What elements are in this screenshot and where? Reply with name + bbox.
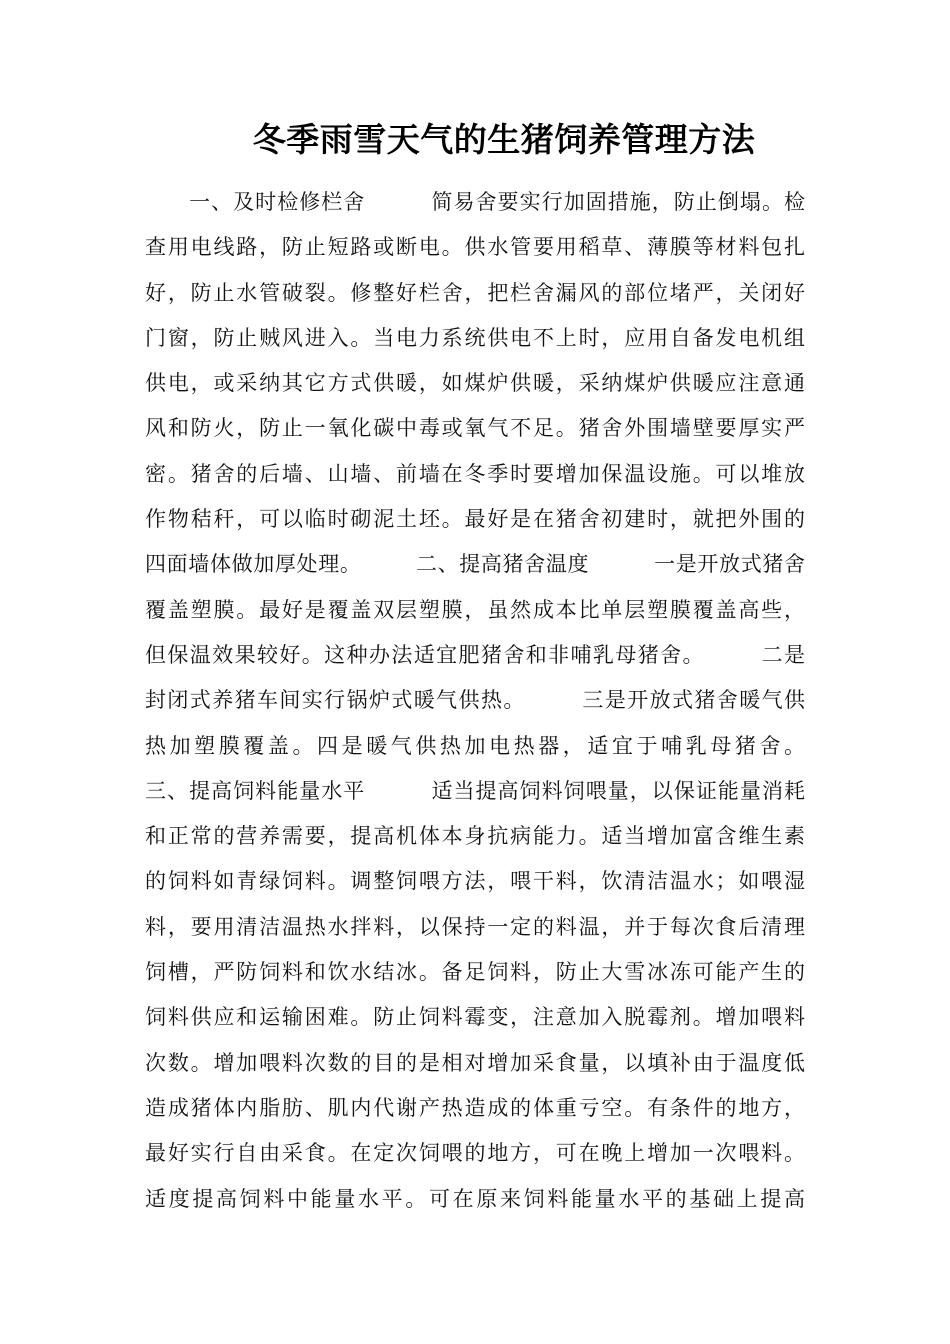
text-line: 的饲料如青绿饲料。调整饲喂方法，喂干料，饮清洁温水；如喂湿 [145, 869, 805, 894]
text-line: 查用电线路，防止短路或断电。供水管要用稻草、薄膜等材料包扎 [145, 235, 805, 260]
text-line: 热加塑膜覆盖。四是暖气供热加电热器，适宜于哺乳母猪舍。 [145, 733, 805, 758]
text-line: 饲料供应和运输困难。防止饲料霉变，注意加入脱霉剂。增加喂料 [145, 1005, 805, 1030]
text-line: 门窗，防止贼风进入。当电力系统供电不上时，应用自备发电机组 [145, 325, 805, 350]
text-line: 四面墙体做加厚处理。 二、提高猪舍温度 一是开放式猪舍 [145, 552, 805, 577]
text-line: 适度提高饲料中能量水平。可在原来饲料能量水平的基础上提高 [145, 1186, 805, 1211]
text-line: 最好实行自由采食。在定次饲喂的地方，可在晚上增加一次喂料。 [145, 1141, 805, 1166]
text-line: 但保温效果较好。这种办法适宜肥猪舍和非哺乳母猪舍。 二是 [145, 642, 805, 667]
text-line: 风和防火，防止一氧化碳中毒或氧气不足。猪舍外围墙壁要厚实严 [145, 416, 805, 441]
text-line: 料，要用清洁温热水拌料，以保持一定的料温，并于每次食后清理 [145, 914, 805, 939]
text-line: 封闭式养猪车间实行锅炉式暖气供热。 三是开放式猪舍暖气供 [145, 688, 805, 713]
text-line: 密。猪舍的后墙、山墙、前墙在冬季时要增加保温设施。可以堆放 [145, 461, 805, 486]
text-line: 次数。增加喂料次数的目的是相对增加采食量，以填补由于温度低 [145, 1050, 805, 1075]
text-line: 好，防止水管破裂。修整好栏舍，把栏舍漏风的部位堵严，关闭好 [145, 280, 805, 305]
text-line: 三、提高饲料能量水平 适当提高饲料饲喂量，以保证能量消耗 [145, 778, 805, 803]
text-line: 和正常的营养需要，提高机体本身抗病能力。适当增加富含维生素 [145, 824, 805, 849]
text-line: 覆盖塑膜。最好是覆盖双层塑膜，虽然成本比单层塑膜覆盖高些， [145, 597, 805, 622]
text-line: 作物秸秆，可以临时砌泥土坯。最好是在猪舍初建时，就把外围的 [145, 507, 805, 532]
text-line: 饲槽，严防饲料和饮水结冰。备足饲料，防止大雪冰冻可能产生的 [145, 960, 805, 985]
document-body [145, 180, 805, 1222]
text-line: 造成猪体内脂肪、肌内代谢产热造成的体重亏空。有条件的地方， [145, 1095, 805, 1120]
text-line: 供电，或采纳其它方式供暖，如煤炉供暖，采纳煤炉供暖应注意通 [145, 371, 805, 396]
document-title: 冬季雨雪天气的生猪饲养管理方法 [252, 120, 756, 159]
text-line: 一、及时检修栏舍 简易舍要实行加固措施，防止倒塌。检 [145, 190, 805, 214]
